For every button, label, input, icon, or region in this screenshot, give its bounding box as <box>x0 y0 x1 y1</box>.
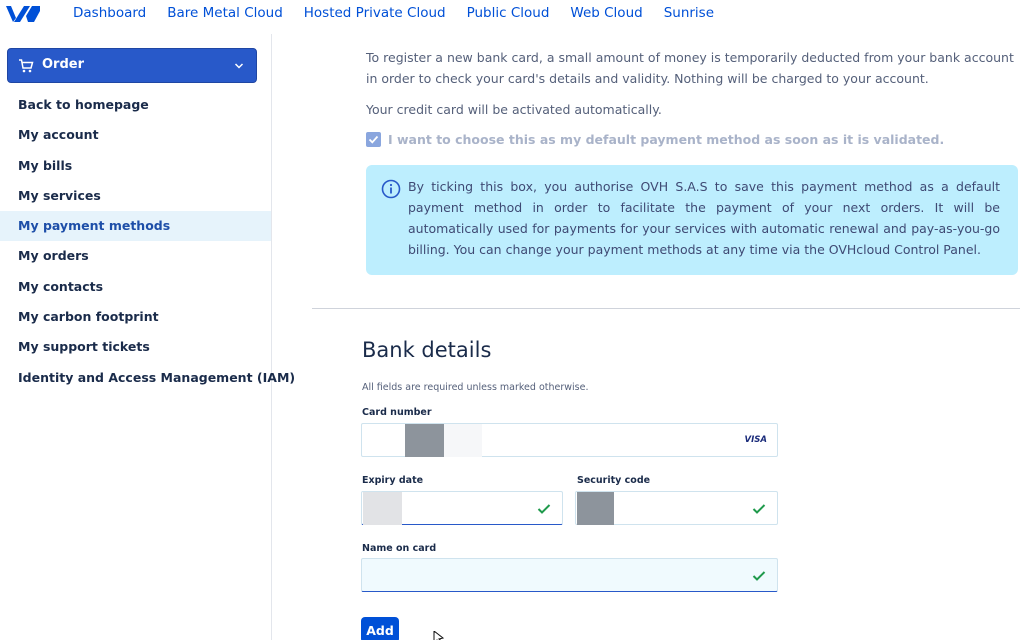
activation-text: Your credit card will be activated automatically. <box>366 102 662 117</box>
main-content <box>272 34 1024 640</box>
info-icon <box>381 179 401 199</box>
intro-text: To register a new bank card, a small amount of money is temporarily deducted from your bank account in order to check your card's details and validity. Nothing will be charged to your account. <box>366 50 1014 86</box>
sidebar-item-my-support-tickets[interactable]: My support tickets <box>18 339 150 355</box>
section-divider <box>312 308 1020 309</box>
default-payment-checkbox[interactable] <box>366 132 381 147</box>
nav-web-cloud[interactable]: Web Cloud <box>570 5 643 21</box>
bank-details-title: Bank details <box>362 338 492 362</box>
card-number-input[interactable] <box>361 423 778 457</box>
sidebar-item-my-services[interactable]: My services <box>18 187 101 203</box>
nav-sunrise[interactable]: Sunrise <box>663 5 715 21</box>
sidebar-item-my-carbon-footprint[interactable]: My carbon footprint <box>18 309 159 325</box>
card-number-label: Card number <box>362 407 432 418</box>
sidebar-item-my-bills[interactable]: My bills <box>18 157 73 173</box>
order-dropdown-button[interactable] <box>7 48 257 83</box>
expiry-date-label: Expiry date <box>362 475 424 486</box>
sidebar-item-back-to-homepage[interactable]: Back to homepage <box>18 97 149 112</box>
top-navigation <box>0 0 1024 34</box>
info-message <box>366 165 1018 275</box>
masked-security-code <box>577 492 614 525</box>
order-label: Order <box>42 57 84 72</box>
security-code-input[interactable] <box>575 491 778 525</box>
valid-check-icon <box>752 570 766 582</box>
mouse-pointer-icon <box>433 631 447 640</box>
cart-icon <box>18 58 34 74</box>
required-fields-note: All fields are required unless marked otherwise. <box>362 382 589 393</box>
masked-expiry-value <box>363 492 402 525</box>
sidebar-item-my-orders[interactable]: My orders <box>18 248 89 264</box>
default-payment-checkbox-label[interactable]: I want to choose this as my default payment method as soon as it is validated. <box>388 132 945 147</box>
sidebar-menu <box>0 90 296 393</box>
valid-check-icon <box>752 503 766 515</box>
nav-dashboard[interactable]: Dashboard <box>73 5 147 21</box>
valid-check-icon <box>537 503 551 515</box>
nav-public-cloud[interactable]: Public Cloud <box>466 5 550 21</box>
sidebar-item-my-contacts[interactable]: My contacts <box>18 278 104 294</box>
sidebar-item-my-payment-methods[interactable]: My payment methods <box>0 211 271 241</box>
name-on-card-input[interactable] <box>361 558 778 592</box>
name-on-card-label: Name on card <box>362 543 437 554</box>
checkmark-icon <box>368 134 379 145</box>
security-code-label: Security code <box>577 475 651 486</box>
main-nav <box>73 5 735 22</box>
sidebar <box>0 34 296 640</box>
sidebar-item-my-account[interactable]: My account <box>18 127 99 143</box>
sidebar-item-iam[interactable]: Identity and Access Management (IAM) <box>18 369 296 385</box>
add-button[interactable]: Add <box>361 617 399 640</box>
nav-hosted-private-cloud[interactable]: Hosted Private Cloud <box>303 5 446 21</box>
nav-bare-metal-cloud[interactable]: Bare Metal Cloud <box>167 5 283 21</box>
chevron-down-icon <box>234 61 244 71</box>
ovhcloud-logo[interactable] <box>4 3 42 25</box>
default-payment-checkbox-row <box>366 132 944 147</box>
masked-card-digits <box>405 424 444 457</box>
expiry-date-input[interactable] <box>361 491 563 525</box>
visa-logo: VISA <box>744 435 767 445</box>
info-message-text: By ticking this box, you authorise OVH S.A.S to save this payment method as a default payment method in order to facilitate the payment of your next orders. It will be automatically used for payments for your services with automatic renewal and pay-as-you-go billing. You can change your payment methods at any time via the OVHcloud Control Panel. <box>408 179 1000 257</box>
masked-card-digits <box>444 424 482 457</box>
